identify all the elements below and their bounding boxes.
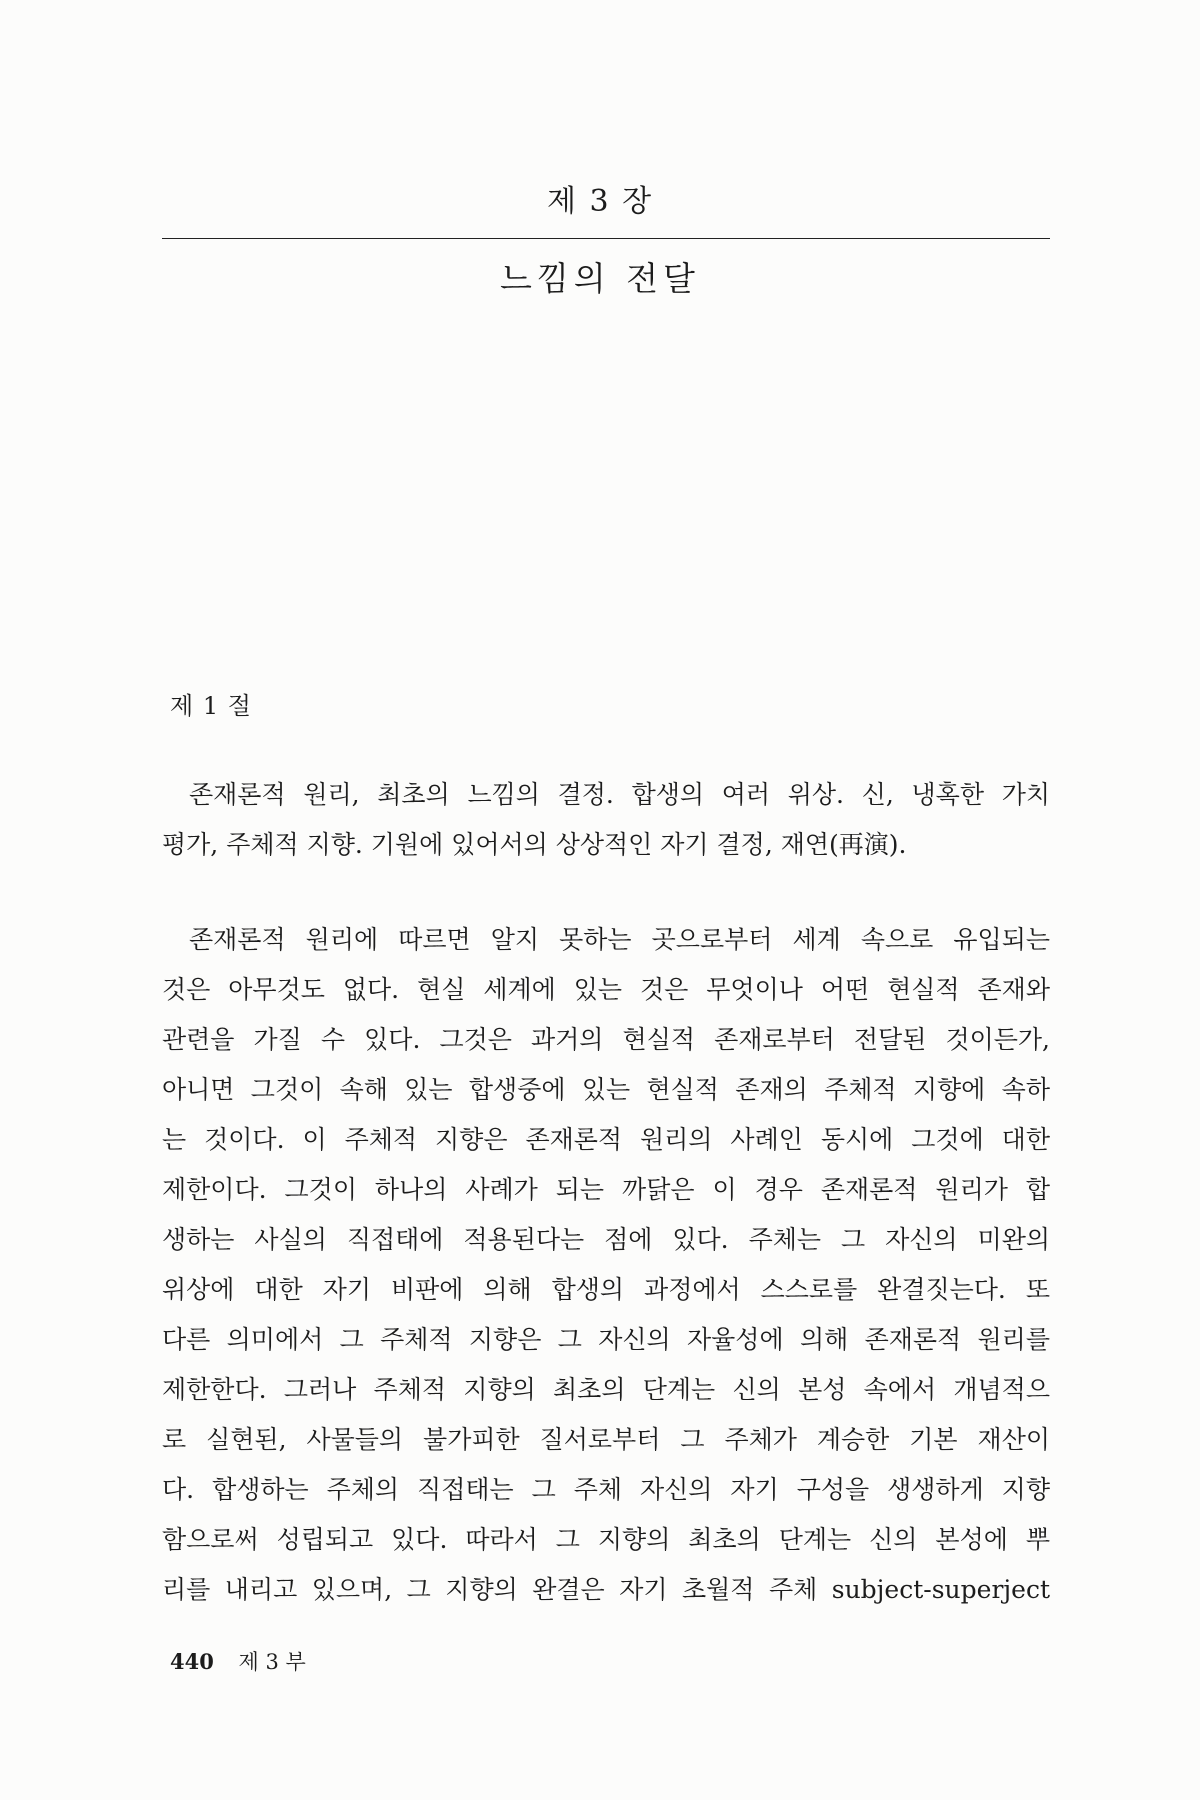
body-line: 는 것이다. 이 주체적 지향은 존재론적 원리의 사례인 동시에 그것에 대한 [162,1125,1050,1154]
summary-line: 존재론적 원리, 최초의 느낌의 결정. 합생의 여러 위상. 신, 냉혹한 가치 [189,780,1050,809]
section-label: 제 1 절 [170,692,252,720]
running-part-label: 제 3 부 [238,1650,306,1674]
body-line: 로 실현된, 사물들의 불가피한 질서로부터 그 주체가 계승한 기본 재산이 [162,1425,1050,1454]
body-line: 관련을 가질 수 있다. 그것은 과거의 현실적 존재로부터 전달된 것이든가, [162,1025,1050,1054]
body-paragraph [162,915,1050,1615]
page-number: 440 [170,1649,214,1674]
body-line: 존재론적 원리에 따르면 알지 못하는 곳으로부터 세계 속으로 유입되는 [189,925,1050,954]
body-line: 제한이다. 그것이 하나의 사례가 되는 까닭은 이 경우 존재론적 원리가 합 [162,1175,1050,1204]
chapter-divider [162,238,1050,239]
body-line: 다른 의미에서 그 주체적 지향은 그 자신의 자율성에 의해 존재론적 원리를 [162,1325,1050,1354]
chapter-label: 제 3 장 [546,184,654,219]
section-summary [162,770,1050,870]
chapter-title: 느낌의 전달 [500,259,700,298]
body-line: 리를 내리고 있으며, 그 지향의 완결은 자기 초월적 주체 subject-superject [162,1575,1050,1604]
body-line: 위상에 대한 자기 비판에 의해 합생의 과정에서 스스로를 완결짓는다. 또 [162,1275,1050,1304]
body-line: 아니면 그것이 속해 있는 합생중에 있는 현실적 존재의 주체적 지향에 속하 [162,1075,1050,1104]
page-footer [170,1647,306,1677]
body-line: 다. 합생하는 주체의 직접태는 그 주체 자신의 자기 구성을 생생하게 지향 [162,1475,1050,1504]
body-line: 것은 아무것도 없다. 현실 세계에 있는 것은 무엇이나 어떤 현실적 존재와 [162,975,1050,1004]
body-line: 생하는 사실의 직접태에 적용된다는 점에 있다. 주체는 그 자신의 미완의 [162,1225,1050,1254]
body-line: 함으로써 성립되고 있다. 따라서 그 지향의 최초의 단계는 신의 본성에 뿌 [162,1525,1050,1554]
summary-line: 평가, 주체적 지향. 기원에 있어서의 상상적인 자기 결정, 재연(再演). [162,830,907,859]
body-line: 제한한다. 그러나 주체적 지향의 최초의 단계는 신의 본성 속에서 개념적으 [162,1375,1050,1404]
